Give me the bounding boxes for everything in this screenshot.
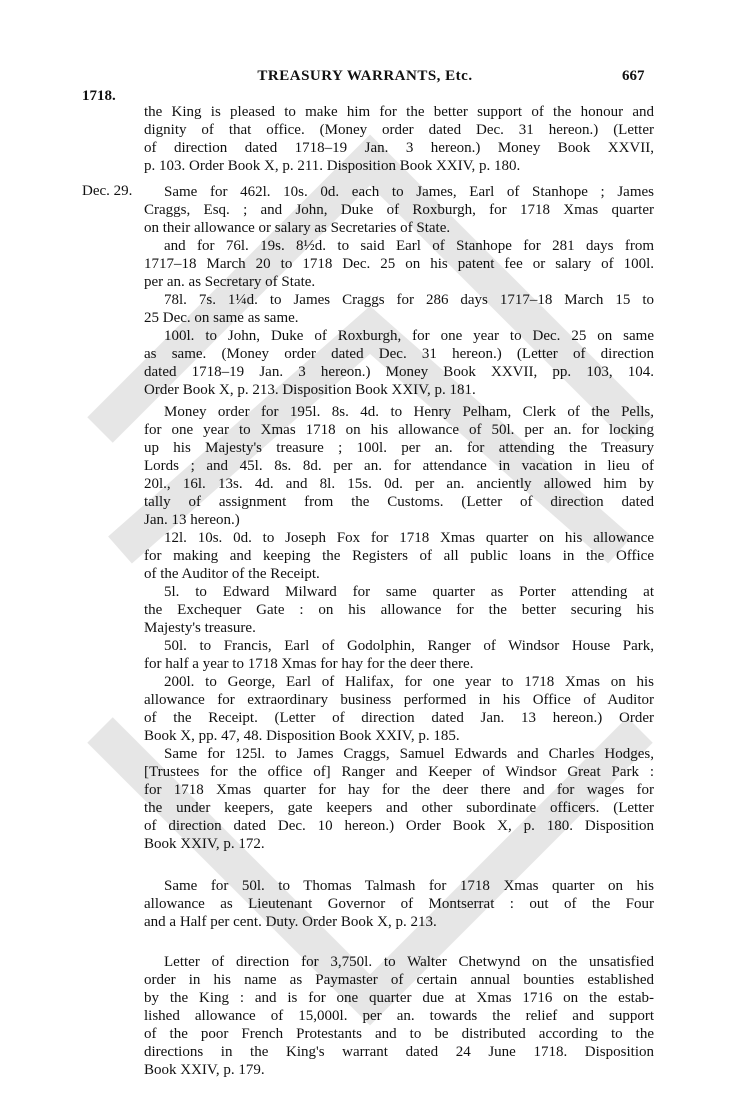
header-year: 1718. (82, 88, 116, 104)
text-line: Money order for 195l. 8s. 4d. to Henry Pelham, Clerk of the Pells, (164, 404, 654, 420)
text-line: Same for 125l. to James Craggs, Samuel Edwards and Charles Hodges, (164, 746, 654, 762)
text-line: as same. (Money order dated Dec. 31 hereon.) (Letter of direction (144, 346, 654, 362)
text-line: p. 103. Order Book X, p. 211. Disposition Book XXIV, p. 180. (144, 158, 521, 174)
paragraph (144, 745, 654, 853)
text-line: 20l., 16l. 13s. 4d. and 8l. 15s. 0d. per an. anciently allowed him by (144, 476, 654, 492)
text-line: 5l. to Edward Milward for same quarter as Porter attending at (164, 584, 654, 600)
text-line: allowance as Lieutenant Governor of Montserrat : out of the Four (144, 896, 654, 912)
text-line: for one year to Xmas 1718 on his allowance of 50l. per an. for locking (144, 422, 654, 438)
text-line: of the Auditor of the Receipt. (144, 566, 320, 582)
text-line: of direction dated 1718–19 Jan. 3 hereon.) Money Book XXVII, (144, 140, 654, 156)
text-line: of direction dated Dec. 10 hereon.) Order Book X, p. 180. Disposition (144, 818, 654, 834)
text-line: Craggs, Esq. ; and John, Duke of Roxburgh, for 1718 Xmas quarter (144, 202, 654, 218)
text-line: 50l. to Francis, Earl of Godolphin, Ranger of Windsor House Park, (164, 638, 654, 654)
text-line: for half a year to 1718 Xmas for hay for the deer there. (144, 656, 474, 672)
text-line: for making and keeping the Registers of all public loans in the Office (144, 548, 654, 564)
paragraph (144, 103, 654, 175)
text-line: 100l. to John, Duke of Roxburgh, for one year to Dec. 25 on same (164, 328, 654, 344)
text-line: Order Book X, p. 213. Disposition Book XXIV, p. 181. (144, 382, 476, 398)
paragraph (144, 877, 654, 931)
text-line: Jan. 13 hereon.) (144, 512, 240, 528)
text-line: of the poor French Protestants and to be distributed according to the (144, 1026, 654, 1042)
text-line: Majesty's treasure. (144, 620, 256, 636)
paragraph (144, 403, 654, 745)
text-line: the King is pleased to make him for the better support of the honour and (144, 104, 654, 120)
text-line: Book XXIV, p. 172. (144, 836, 265, 852)
text-line: tally of assignment from the Customs. (Letter of direction dated (144, 494, 654, 510)
text-line: Book X, pp. 47, 48. Disposition Book XXIV, p. 185. (144, 728, 460, 744)
text-line: directions in the King's warrant dated 24 June 1718. Disposition (144, 1044, 654, 1060)
text-line: dignity of that office. (Money order dated Dec. 31 hereon.) (Letter (144, 122, 654, 138)
text-line: by the King : and is for one quarter due at Xmas 1716 on the estab- (144, 990, 654, 1006)
text-line: 78l. 7s. 1¼d. to James Craggs for 286 days 1717–18 March 15 to (164, 292, 654, 308)
text-line: on their allowance or salary as Secretaries of State. (144, 220, 451, 236)
text-line: Lords ; and 45l. 8s. 8d. per an. for attendance in vacation in lieu of (144, 458, 654, 474)
text-line: of the Receipt. (Letter of direction dated Jan. 13 hereon.) Order (144, 710, 654, 726)
text-line: Book XXIV, p. 179. (144, 1062, 265, 1078)
paragraph (144, 953, 654, 1079)
text-line: the under keepers, gate keepers and other subordinate officers. (Letter (144, 800, 654, 816)
text-line: allowance for extraordinary business performed in his Office of Auditor (144, 692, 654, 708)
text-line: for 1718 Xmas quarter for hay for the deer there and for wages for (144, 782, 654, 798)
text-line: the Exchequer Gate : on his allowance for the better securing his (144, 602, 654, 618)
margin-date: Dec. 29. (82, 183, 133, 199)
running-title: TREASURY WARRANTS, Etc. (257, 68, 473, 84)
text-line: dated 1718–19 Jan. 3 hereon.) Money Book XXVII, pp. 103, 104. (144, 364, 654, 380)
text-line: per an. as Secretary of State. (144, 274, 316, 290)
text-line: and a Half per cent. Duty. Order Book X, p. 213. (144, 914, 437, 930)
text-line: Letter of direction for 3,750l. to Walter Chetwynd on the unsatisfied (164, 954, 654, 970)
text-line: 25 Dec. on same as same. (144, 310, 299, 326)
text-line: lished allowance of 15,000l. per an. towards the relief and support (144, 1008, 654, 1024)
text-line: and for 76l. 19s. 8½d. to said Earl of Stanhope for 281 days from (164, 238, 654, 254)
text-line: 1717–18 March 20 to 1718 Dec. 25 on his patent fee or salary of 100l. (144, 256, 654, 272)
text-line: 200l. to George, Earl of Halifax, for one year to 1718 Xmas on his (164, 674, 654, 690)
paragraph (144, 183, 654, 399)
text-line: 12l. 10s. 0d. to Joseph Fox for 1718 Xmas quarter on his allowance (164, 530, 654, 546)
text-line: Same for 50l. to Thomas Talmash for 1718 Xmas quarter on his (164, 878, 654, 894)
text-line: order in his name as Paymaster of certain annual bounties established (144, 972, 654, 988)
text-line: [Trustees for the office of] Ranger and Keeper of Windsor Great Park : (144, 764, 654, 780)
text-line: Same for 462l. 10s. 0d. each to James, Earl of Stanhope ; James (164, 184, 654, 200)
page-number: 667 (622, 68, 645, 84)
text-line: up his Majesty's treasure ; 100l. per an. for attending the Treasury (144, 440, 654, 456)
